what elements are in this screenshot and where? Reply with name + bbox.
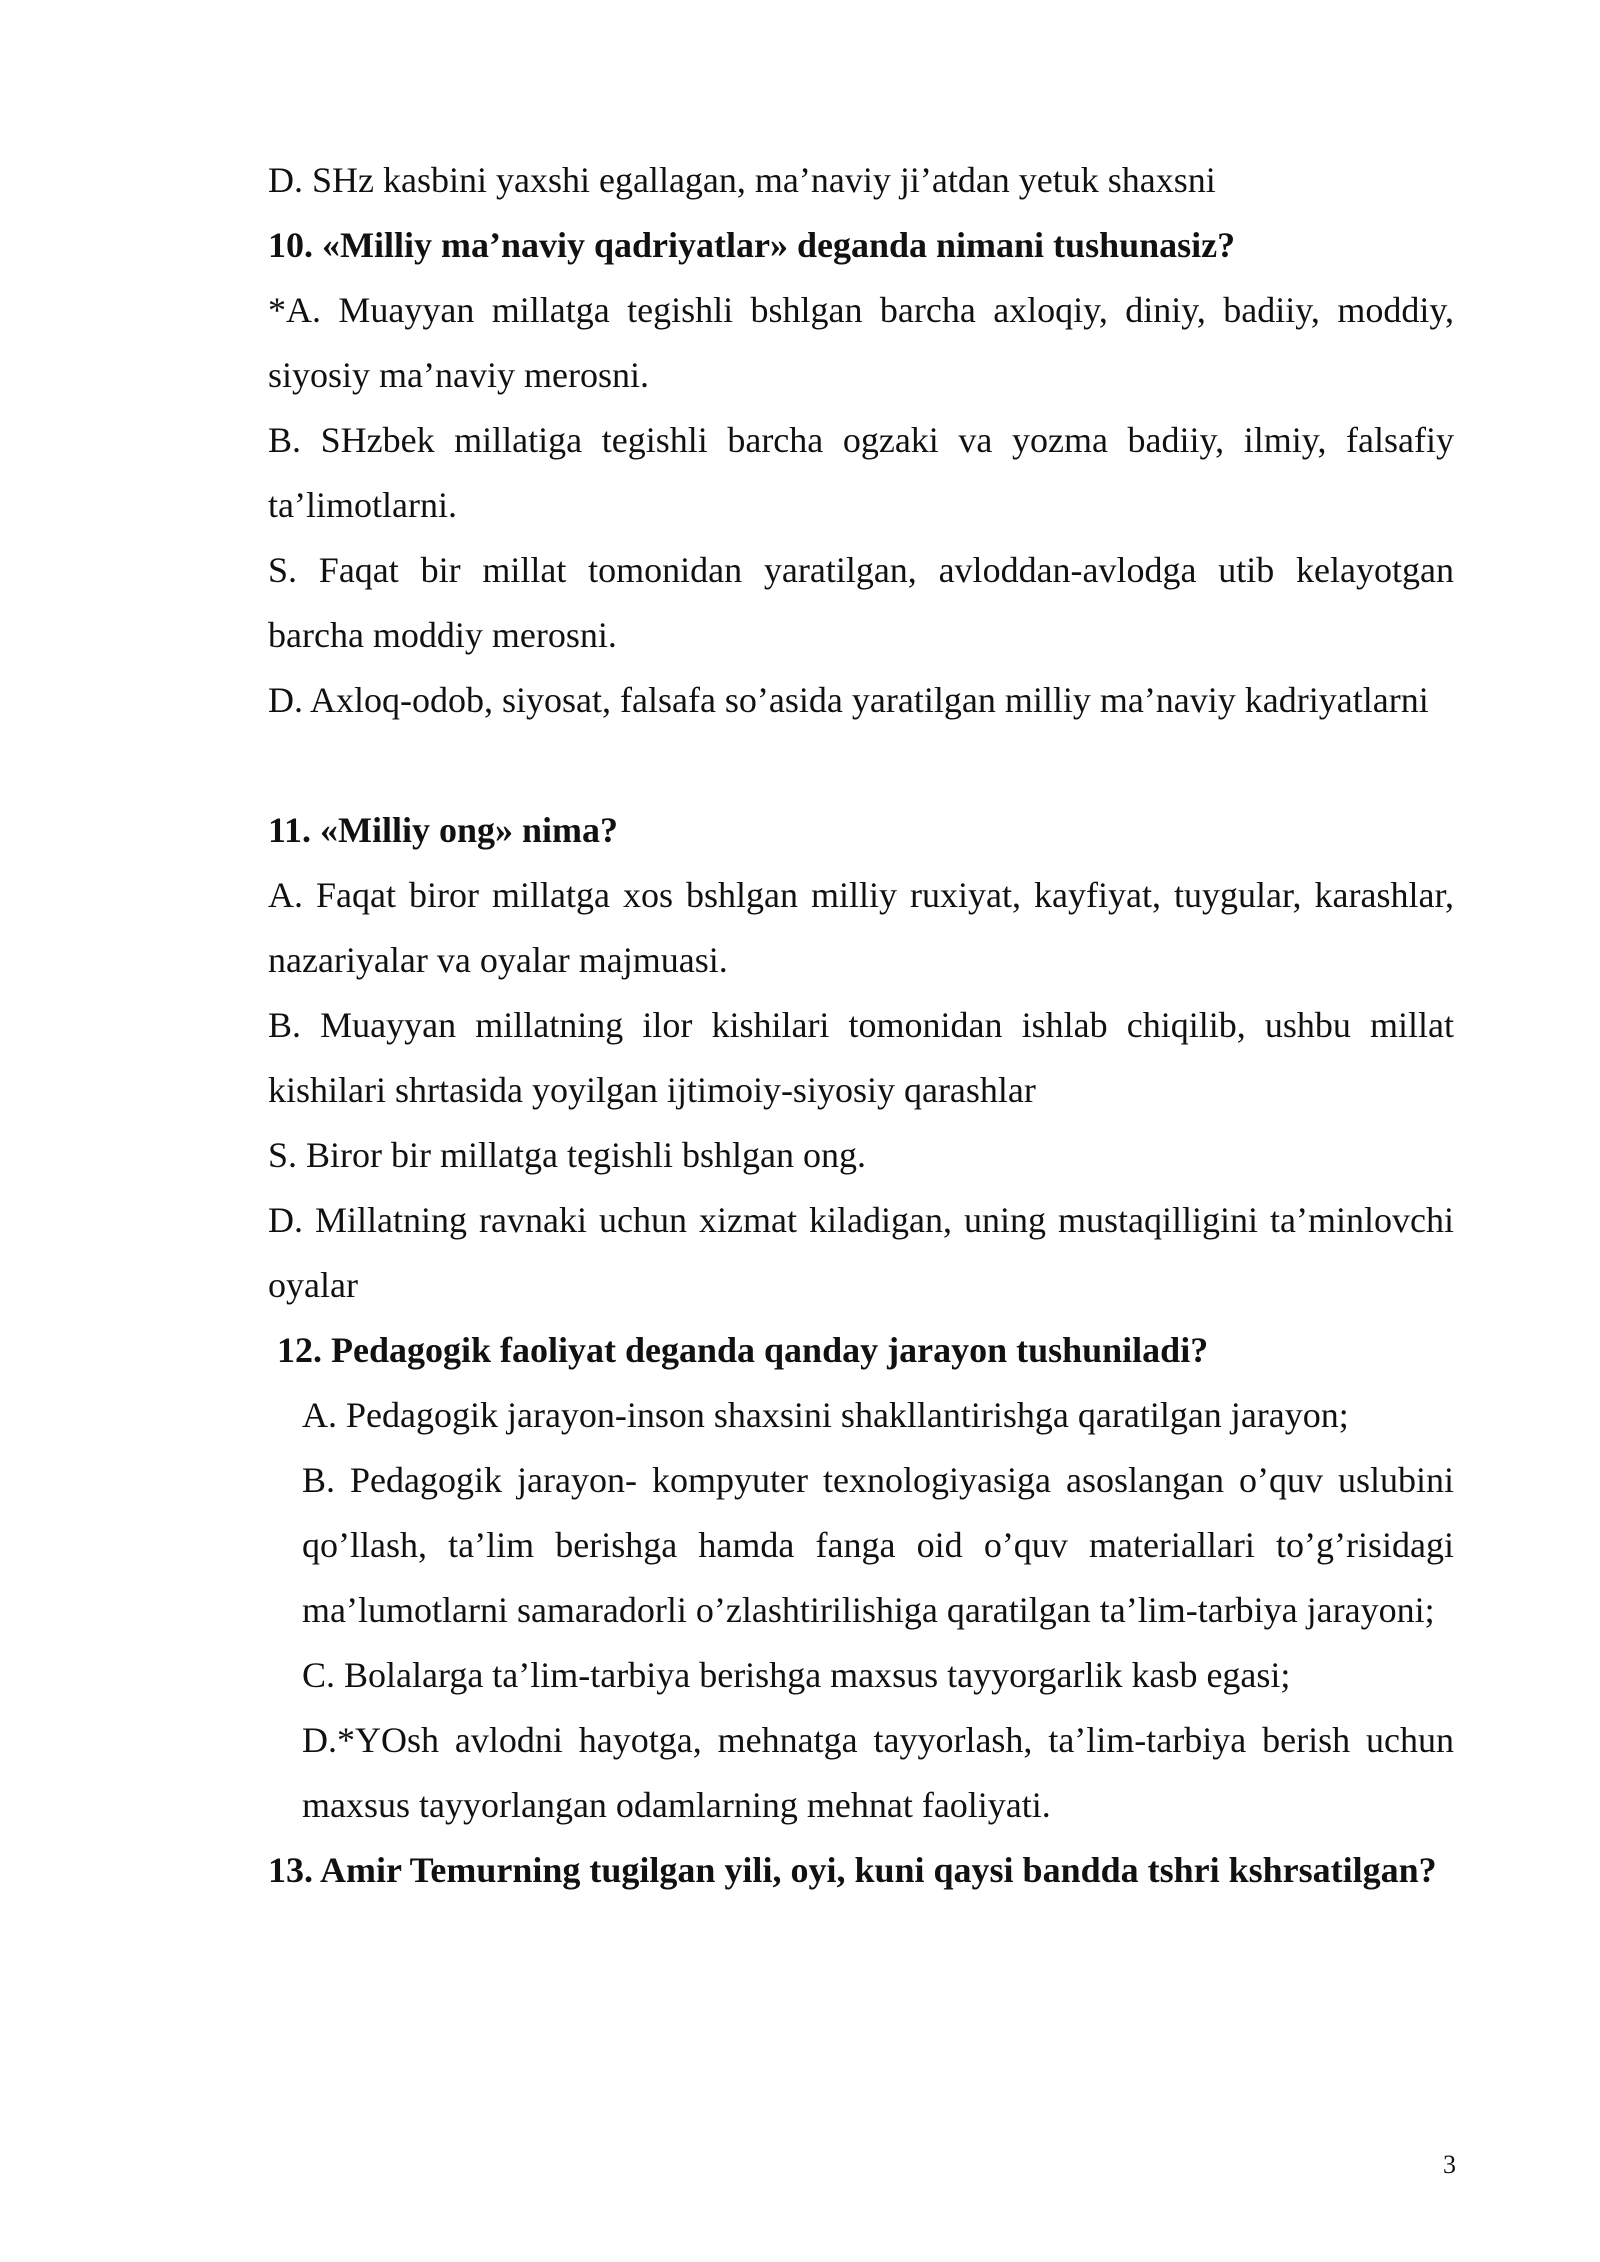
- answer-s-q11: S. Biror bir millatga tegishli bshlgan ong.: [268, 1135, 866, 1175]
- question-10: 10. «Milliy ma’naviy qadriyatlar» deganda nimani tushunasiz?: [268, 225, 1236, 265]
- answer-a-q12: A. Pedagogik jarayon-inson shaxsini shakllantirishga qaratilgan jarayon;: [302, 1395, 1349, 1435]
- answer-b-q10: B. SHzbek millatiga tegishli barcha ogzaki va yozma badiiy, ilmiy, falsafiy ta’limotlarni.: [268, 420, 1454, 525]
- question-13: 13. Amir Temurning tugilgan yili, oyi, kuni qaysi bandda tshri kshrsatilgan?: [268, 1850, 1437, 1890]
- answer-d-q9: D. SHz kasbini yaxshi egallagan, ma’naviy ji’atdan yetuk shaxsni: [268, 160, 1216, 200]
- answer-s-q10: S. Faqat bir millat tomonidan yaratilgan, avloddan-avlodga utib kelayotgan barcha moddiy merosni.: [268, 550, 1454, 655]
- answer-a-q11: A. Faqat biror millatga xos bshlgan milliy ruxiyat, kayfiyat, tuygular, karashlar, nazariyalar va oyalar majmuasi.: [268, 875, 1454, 980]
- document-page: [268, 148, 1454, 1903]
- answer-d-q12: D.*YOsh avlodni hayotga, mehnatga tayyorlash, ta’lim-tarbiya berish uchun maxsus tayyorlangan odamlarning mehnat faoliyati.: [302, 1720, 1454, 1825]
- answer-b-q11: B. Muayyan millatning ilor kishilari tomonidan ishlab chiqilib, ushbu millat kishilari shrtasida yoyilgan ijtimoiy-siyosiy qarashlar: [268, 1005, 1454, 1110]
- answer-b-q12: B. Pedagogik jarayon- kompyuter texnologiyasiga asoslangan o’quv uslubini qo’llash, ta’lim berishga hamda fanga oid o’quv materiallari to’g’risidagi ma’lumotlarni samaradorli o’zlashtirilishiga qaratilgan ta’lim-tarbiya jarayoni;: [302, 1460, 1454, 1630]
- question-12: 12. Pedagogik faoliyat deganda qanday jarayon tushuniladi?: [277, 1330, 1209, 1370]
- answer-a-q10: *A. Muayyan millatga tegishli bshlgan barcha axloqiy, diniy, badiiy, moddiy, siyosiy ma’naviy merosni.: [268, 290, 1454, 395]
- page-number: 3: [1443, 2150, 1456, 2179]
- answer-d-q10: D. Axloq-odob, siyosat, falsafa so’asida yaratilgan milliy ma’naviy kadriyatlarni: [268, 680, 1429, 720]
- answer-c-q12: C. Bolalarga ta’lim-tarbiya berishga maxsus tayyorgarlik kasb egasi;: [302, 1655, 1291, 1695]
- question-11: 11. «Milliy ong» nima?: [268, 810, 619, 850]
- answer-d-q11: D. Millatning ravnaki uchun xizmat kiladigan, uning mustaqilligini ta’minlovchi oyalar: [268, 1200, 1454, 1305]
- blank-line: [268, 733, 1454, 798]
